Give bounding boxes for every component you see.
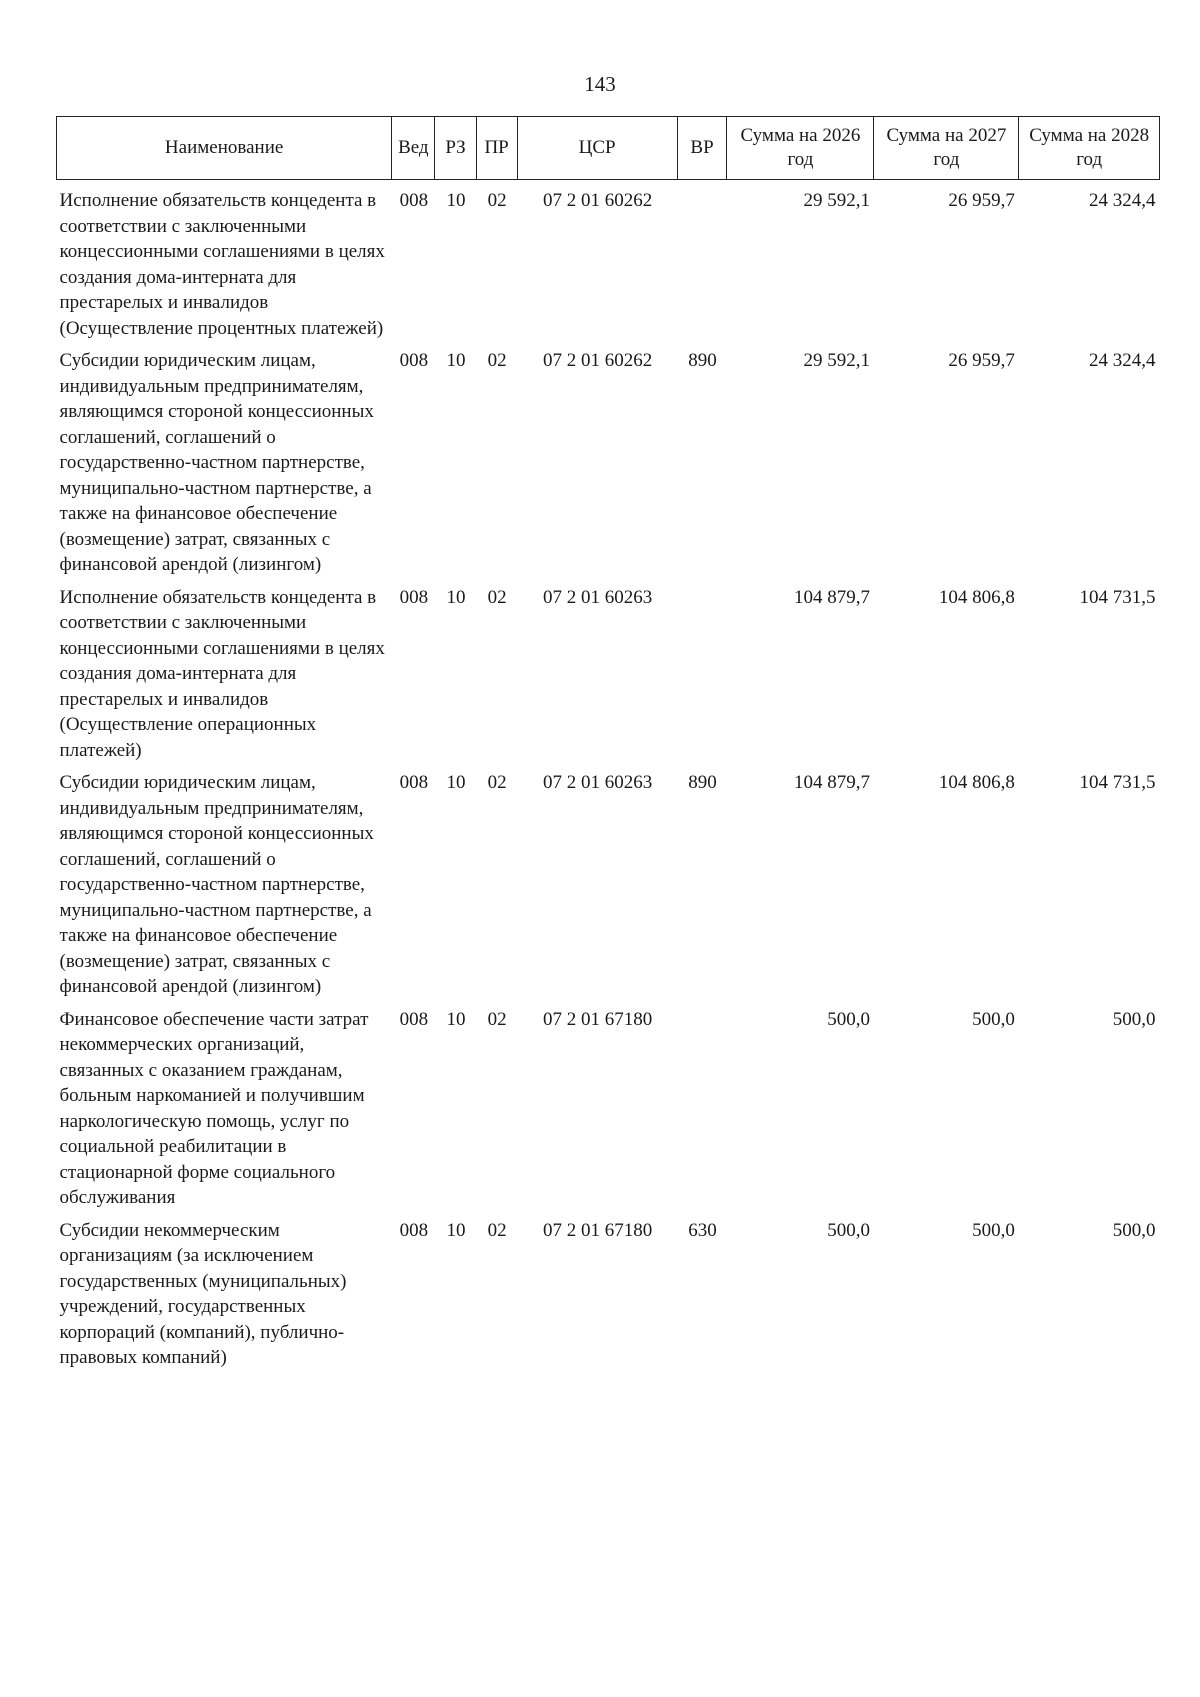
row-sum-2028: 24 324,4 <box>1089 190 1156 211</box>
row-vr <box>677 583 727 769</box>
row-csr: 07 2 01 60263 <box>543 586 653 608</box>
table-row <box>57 180 1160 347</box>
header-vr: ВР <box>677 117 727 180</box>
table-row <box>57 583 1160 769</box>
page-number: 143 <box>584 72 616 96</box>
row-sum-2027: 104 806,8 <box>938 772 1015 793</box>
row-sum-2026: 500,0 <box>827 1008 870 1030</box>
row-sum-2028: 104 731,5 <box>1079 772 1156 793</box>
row-sum-2026: 29 592,1 <box>803 350 870 371</box>
row-ved: 008 <box>399 350 429 371</box>
row-sum-2026: 104 879,7 <box>793 586 870 608</box>
row-sum-2027: 26 959,7 <box>948 190 1015 211</box>
row-pr: 02 <box>487 190 507 211</box>
header-ved: Вед <box>392 117 435 180</box>
row-vr: 890 <box>688 772 717 793</box>
row-name: Финансовое обеспечение части затрат некоммерческих организаций, связанных с оказанием гражданам, больным наркоманией и получившим наркологическую помощь, услуг по социальной реабилитации в стационарной форме социального обслуживания <box>59 1008 369 1208</box>
row-vr <box>677 1005 727 1216</box>
row-sum-2027: 500,0 <box>972 1219 1015 1241</box>
header-name: Наименование <box>57 117 392 180</box>
row-csr: 07 2 01 67180 <box>543 1219 653 1241</box>
row-rz: 10 <box>446 772 466 793</box>
table-row <box>57 346 1160 583</box>
budget-table <box>56 116 1160 1376</box>
row-rz: 10 <box>446 1219 466 1241</box>
row-vr: 890 <box>688 350 717 371</box>
header-sum-2028: Сумма на 2028 год <box>1019 117 1160 180</box>
table-header-row <box>57 117 1160 180</box>
table-row <box>57 1216 1160 1376</box>
row-ved: 008 <box>399 772 429 793</box>
row-name: Субсидии некоммерческим организациям (за исключением государственных (муниципальных) учреждений, государственных корпораций (компаний), публично-правовых компаний) <box>59 1219 347 1368</box>
row-pr: 02 <box>487 1008 507 1030</box>
row-sum-2028: 500,0 <box>1112 1219 1156 1241</box>
row-sum-2027: 500,0 <box>972 1008 1015 1030</box>
row-sum-2027: 26 959,7 <box>948 350 1015 371</box>
row-sum-2028: 500,0 <box>1112 1008 1156 1030</box>
header-rz: РЗ <box>435 117 476 180</box>
header-sum-2026: Сумма на 2026 год <box>727 117 874 180</box>
row-rz: 10 <box>446 350 466 371</box>
row-ved: 008 <box>399 1008 429 1030</box>
header-sum-2027: Сумма на 2027 год <box>874 117 1019 180</box>
row-sum-2028: 104 731,5 <box>1079 586 1156 608</box>
row-sum-2028: 24 324,4 <box>1089 350 1156 371</box>
row-sum-2026: 104 879,7 <box>793 772 870 793</box>
row-vr <box>677 180 727 347</box>
row-csr: 07 2 01 60262 <box>543 350 653 371</box>
header-pr: ПР <box>476 117 517 180</box>
row-name: Исполнение обязательств концедента в соответствии с заключенными концессионными соглашениями в целях создания дома-интерната для престарелых и инвалидов (Осуществление операционных платежей) <box>59 586 385 761</box>
row-pr: 02 <box>487 1219 507 1241</box>
row-sum-2026: 29 592,1 <box>803 190 870 211</box>
row-ved: 008 <box>399 586 429 608</box>
row-rz: 10 <box>446 190 466 211</box>
row-csr: 07 2 01 60262 <box>543 190 653 211</box>
row-vr: 630 <box>688 1219 717 1241</box>
row-csr: 07 2 01 60263 <box>543 772 653 793</box>
row-pr: 02 <box>487 772 507 793</box>
row-name: Субсидии юридическим лицам, индивидуальным предпринимателям, являющимся стороной концессионных соглашений, соглашений о государственно-частном партнерстве, муниципально-частном партнерстве, а также на финансовое обеспечение (возмещение) затрат, связанных с финансовой арендой (лизингом) <box>59 772 374 997</box>
table-row <box>57 768 1160 1005</box>
row-rz: 10 <box>446 1008 466 1030</box>
row-ved: 008 <box>399 1219 429 1241</box>
row-csr: 07 2 01 67180 <box>543 1008 653 1030</box>
header-csr: ЦСР <box>517 117 677 180</box>
row-pr: 02 <box>487 586 507 608</box>
row-rz: 10 <box>446 586 466 608</box>
row-ved: 008 <box>399 190 429 211</box>
row-sum-2026: 500,0 <box>827 1219 870 1241</box>
row-name: Исполнение обязательств концедента в соответствии с заключенными концессионными соглашениями в целях создания дома-интерната для престарелых и инвалидов (Осуществление процентных платежей) <box>59 190 385 339</box>
row-name: Субсидии юридическим лицам, индивидуальным предпринимателям, являющимся стороной концессионных соглашений, соглашений о государственно-частном партнерстве, муниципально-частном партнерстве, а также на финансовое обеспечение (возмещение) затрат, связанных с финансовой арендой (лизингом) <box>59 350 374 575</box>
table-row <box>57 1005 1160 1216</box>
row-sum-2027: 104 806,8 <box>938 586 1015 608</box>
row-pr: 02 <box>487 350 507 371</box>
